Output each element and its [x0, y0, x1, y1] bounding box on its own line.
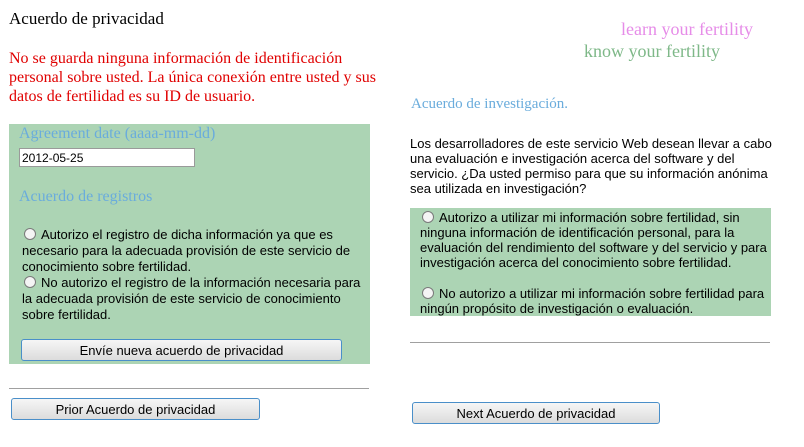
right-divider — [410, 342, 770, 343]
authorize-research-label: Autorizo a utilizar mi información sobre fertilidad, sin ninguna información de identificación personal, para la evaluación del rendimiento del software y del servicio y para investigación acerca del conocimiento sobre fertilidad. — [420, 210, 767, 270]
records-agreement-heading: Acuerdo de registros — [19, 188, 153, 205]
authorize-records-option — [22, 227, 368, 275]
deny-records-label: No autorizo el registro de la información necesaria para la adecuada provisión de este servicio de conocimiento sobre fertilidad. — [22, 275, 361, 322]
research-agreement-heading: Acuerdo de investigación. — [411, 96, 569, 112]
privacy-form-panel — [9, 124, 370, 364]
privacy-notice: No se guarda ninguna información de identificación personal sobre usted. La única conexión entre usted y sus datos de fertilidad es su ID de usuario. — [9, 50, 377, 105]
research-consent-panel — [410, 208, 771, 316]
authorize-research-radio[interactable] — [422, 211, 434, 223]
deny-research-option — [420, 286, 770, 316]
research-description: Los desarrolladores de este servicio Web desean llevar a cabo una evaluación e investigación acerca del software y del servicio. ¿Da usted permiso para que su información anónima sea utilizada en investigación? — [410, 136, 772, 196]
deny-research-label: No autorizo a utilizar mi información sobre fertilidad para ningún propósito de investigación o evaluación. — [420, 286, 765, 316]
page-title: Acuerdo de privacidad — [9, 9, 164, 28]
tagline-know: know your fertility — [584, 41, 720, 61]
deny-research-radio[interactable] — [422, 287, 434, 299]
authorize-records-label: Autorizo el registro de dicha información ya que es necesario para la adecuada provisión de este servicio de conocimiento sobre fertilidad. — [22, 227, 351, 274]
submit-privacy-agreement-button[interactable]: Envíe nueva acuerdo de privacidad — [21, 339, 342, 361]
tagline-learn: learn your fertility — [621, 19, 753, 39]
agreement-date-label: Agreement date (aaaa-mm-dd) — [19, 125, 216, 142]
left-divider — [9, 388, 369, 389]
agreement-date-input[interactable] — [19, 148, 195, 167]
next-agreement-button[interactable]: Next Acuerdo de privacidad — [412, 402, 660, 424]
deny-records-option — [22, 275, 368, 323]
prior-agreement-button[interactable]: Prior Acuerdo de privacidad — [11, 398, 260, 420]
authorize-research-option — [420, 210, 770, 270]
deny-records-radio[interactable] — [24, 276, 36, 288]
authorize-records-radio[interactable] — [24, 228, 36, 240]
